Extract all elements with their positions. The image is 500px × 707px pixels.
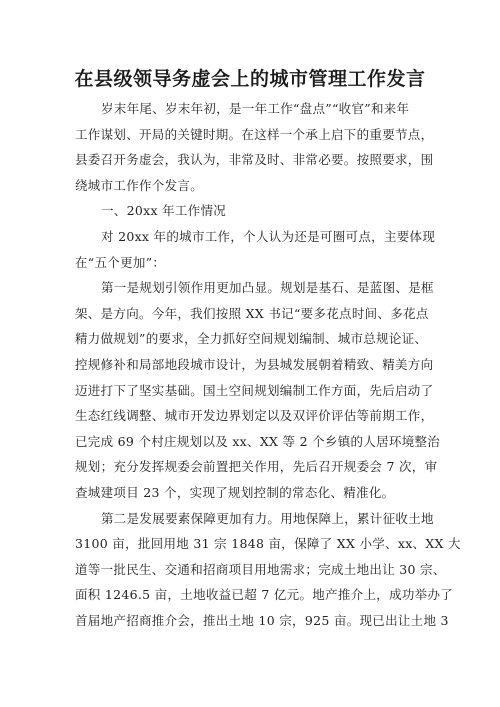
paragraph-line: 道等一批民生、交通和招商项目用地需求；完成土地出让 30 宗、 <box>75 561 446 577</box>
paragraph-line: 规划；充分发挥规委会前置把关作用，先后召开规委会 7 次，审 <box>75 459 438 475</box>
paragraph-line: 县委召开务虚会，我认为，非常及时、非常必要。按照要求，围 <box>75 152 434 168</box>
paragraph-line: 首届地产招商推介会，推出土地 10 宗，925 亩。现已出让土地 3 <box>75 612 449 628</box>
section-heading: 一、20xx 年工作情况 <box>101 203 227 219</box>
paragraph-line: 迈进打下了坚实基础。国土空间规划编制工作方面，先后启动了 <box>75 382 434 398</box>
paragraph-line: 3100 亩，批回用地 31 宗 1848 亩，保障了 XX 小学、xx、XX 大 <box>75 536 461 552</box>
paragraph-line: 第一是规划引领作用更加凸显。规划是基石、是蓝图、是框 <box>101 280 434 296</box>
paragraph-line: 岁末年尾、岁末年初，是一年工作“盘点”“收官”和来年 <box>101 101 410 116</box>
paragraph-line: 第二是发展要素保障更加有力。用地保障上，累计征收土地 <box>101 510 434 526</box>
paragraph-line: 面积 1246.5 亩，土地收益已超 7 亿元。地产推介上，成功举办了 <box>75 587 454 603</box>
paragraph-line: 对 20xx 年的城市工作，个人认为还是可圈可点，主要体现 <box>101 228 436 244</box>
paragraph-line: 生态红线调整、城市开发边界划定以及双评价评估等前期工作， <box>75 408 434 424</box>
paragraph-line: 工作谋划、开局的关键时期。在这样一个承上启下的重要节点， <box>75 126 434 142</box>
paragraph-line: 控规修补和局部地段城市设计，为县城发展朝着精致、精美方向 <box>75 356 434 372</box>
paragraph-line: 在“五个更加”： <box>75 254 166 270</box>
paragraph-line: 查城建项目 23 个，实现了规划控制的常态化、精准化。 <box>75 484 395 500</box>
document-title: 在县级领导务虚会上的城市管理工作发言 <box>74 68 426 90</box>
paragraph-line: 已完成 69 个村庄规划以及 xx、XX 等 2 个乡镇的人居环境整治 <box>75 433 441 449</box>
paragraph-line: 绕城市工作作个发言。 <box>75 177 204 193</box>
paragraph-line: 精力做规划”的要求，全力抓好空间规划编制、城市总规论证、 <box>75 331 428 347</box>
document-body <box>75 96 461 633</box>
paragraph-line: 架、是方向。今年，我们按照 XX 书记“要多花点时间、多花点 <box>75 305 429 321</box>
